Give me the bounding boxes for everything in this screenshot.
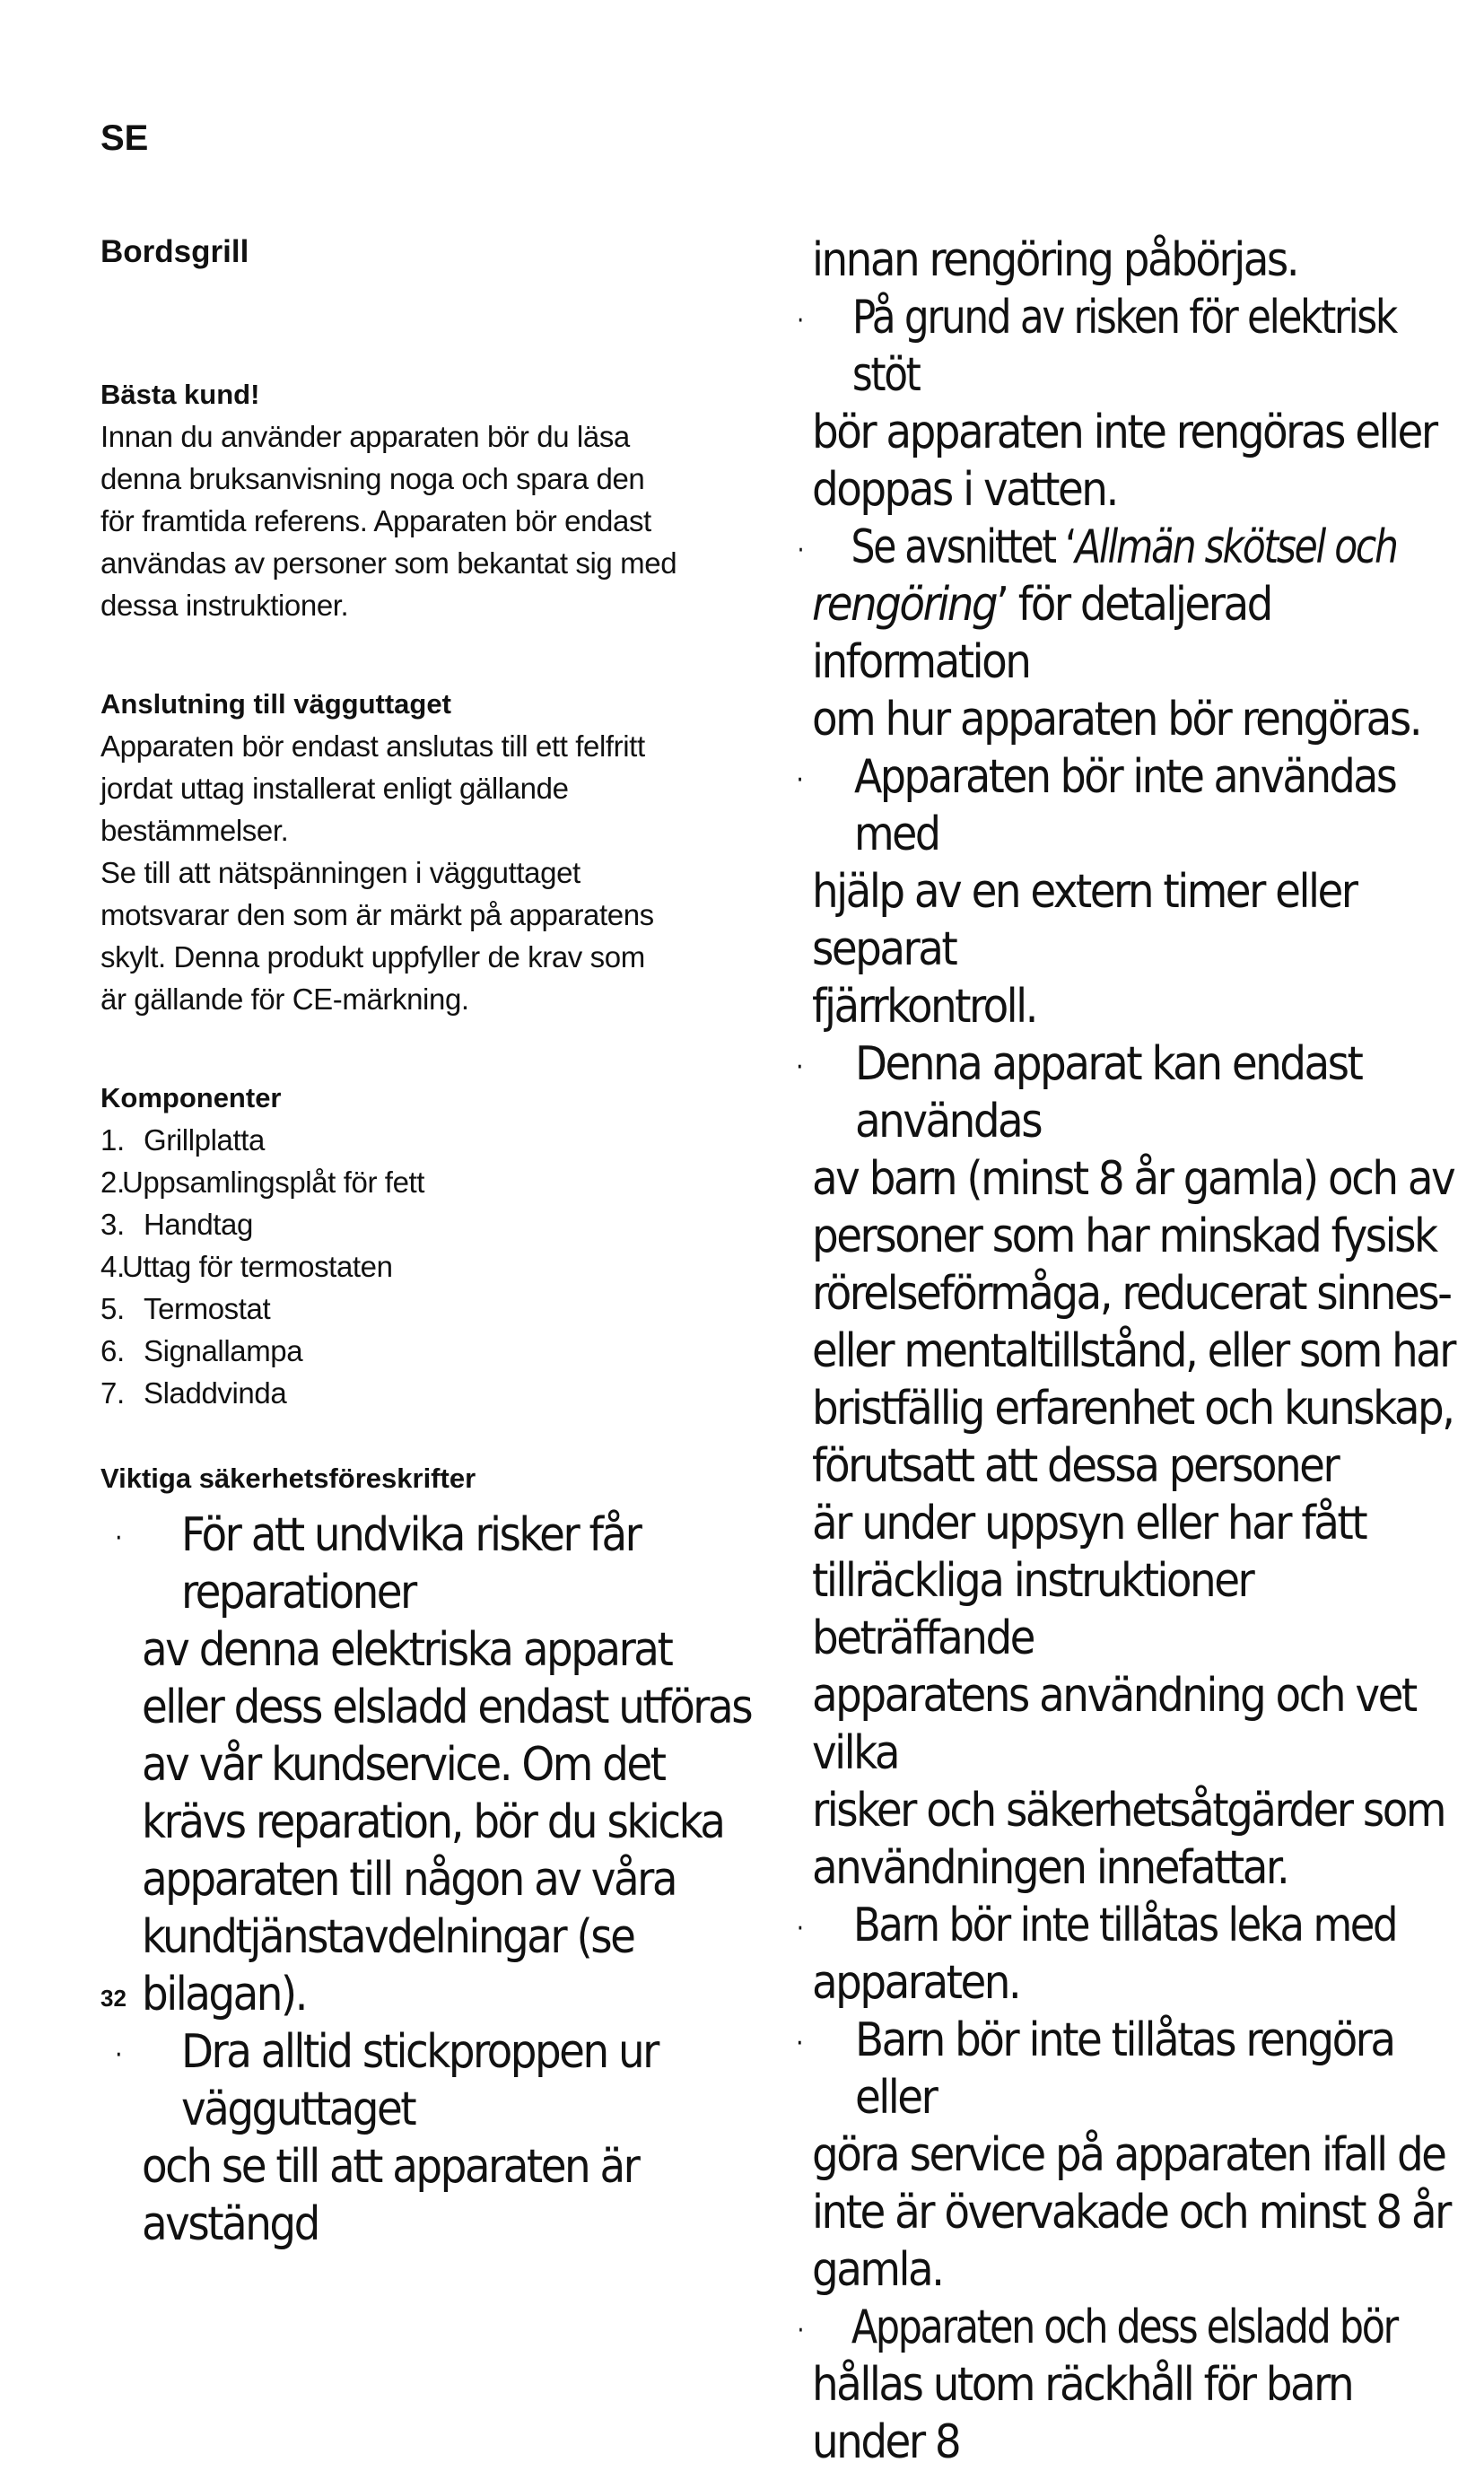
left-column [100, 231, 764, 2253]
component-item: 6. Signallampa [100, 1334, 303, 1367]
safety-line: · Dra alltid stickproppen ur vägguttaget [115, 2025, 658, 2136]
safety-line: innan rengöring påbörjas. [812, 233, 1298, 287]
safety-line: rengöring’ för detaljerad information [812, 578, 1271, 689]
safety-line: apparaten till någon av våra [142, 1853, 677, 1907]
bullet-dot: · [115, 1523, 121, 1554]
bullet-dot: · [796, 764, 802, 796]
safety-line: inte är övervakade och minst 8 år [812, 2186, 1450, 2240]
safety-line: · Barn bör inte tillåtas rengöra eller [796, 2013, 1394, 2125]
safety-line: av vår kundservice. Om det [142, 1738, 665, 1792]
intro-line: Innan du använder apparaten bör du läsa [100, 420, 630, 453]
safety-line: bristfällig erfarenhet och kunskap, [812, 1382, 1453, 1436]
safety-line: är under uppsyn eller har fått [812, 1497, 1366, 1550]
components-heading: Komponenter [100, 1082, 282, 1113]
safety-line: · Denna apparat kan endast användas [796, 1037, 1362, 1148]
component-item: 2.Uppsamlingsplåt för fett [100, 1166, 425, 1199]
component-item: 7. Sladdvinda [100, 1376, 287, 1410]
safety-line: · För att undvika risker får reparationer [115, 1508, 641, 1620]
safety-line: · Apparaten och dess elsladd bör [812, 2299, 1402, 2356]
safety-line: kundtjänstavdelningar (se bilagan). [142, 1910, 634, 2021]
bullet-dot: · [115, 2039, 121, 2071]
safety-line: apparatens användning och vet vilka [812, 1669, 1416, 1780]
safety-line: · Barn bör inte tillåtas leka med [812, 1897, 1431, 1954]
safety-line: av barn (minst 8 år gamla) och av [812, 1152, 1454, 1206]
connection-line: skylt. Denna produkt uppfyller de krav som [100, 940, 645, 974]
intro-line: denna bruksanvisning noga och spara den [100, 462, 645, 495]
page-number: 32 [100, 1985, 127, 2012]
safety-line: göra service på apparaten ifall de [812, 2128, 1445, 2182]
bullet-dot: · [796, 2028, 802, 2059]
safety-line: · Se avsnittet ‘Allmän skötsel och [812, 519, 1398, 576]
component-item: 1. Grillplatta [100, 1123, 265, 1157]
intro-line: för framtida referens. Apparaten bör endast [100, 504, 651, 537]
bullet-dot: · [796, 1913, 802, 1944]
safety-line: risker och säkerhetsåtgärder som [812, 1784, 1445, 1838]
safety-line: fjärrkontroll. [812, 980, 1037, 1034]
safety-line: personer som har minskad fysisk [812, 1209, 1436, 1263]
safety-line: tillräckliga instruktioner beträffande [812, 1554, 1253, 1665]
safety-heading: Viktiga säkerhetsföreskrifter [100, 1463, 476, 1494]
safety-line: gamla. [812, 2243, 943, 2297]
intro-line: dessa instruktioner. [100, 589, 349, 622]
safety-line: rörelseförmåga, reducerat sinnes- [812, 1267, 1451, 1321]
bullet-dot: · [796, 1052, 802, 1083]
right-column [796, 231, 1458, 2471]
safety-line: eller mentaltillstånd, eller som har [812, 1324, 1454, 1378]
safety-line: av denna elektriska apparat [142, 1623, 672, 1677]
connection-line: Apparaten bör endast anslutas till ett felfritt [100, 729, 645, 763]
connection-heading: Anslutning till vägguttaget [100, 688, 451, 720]
connection-line: bestämmelser. [100, 814, 289, 847]
safety-line: · På grund av risken för elektrisk stöt [797, 291, 1396, 402]
bullet-dot: · [797, 535, 803, 566]
safety-line: och se till att apparaten är avstängd [142, 2140, 639, 2251]
safety-left-text [100, 1506, 764, 2253]
safety-line: förutsatt att dessa personer [812, 1439, 1339, 1493]
intro-heading: Bästa kund! [100, 379, 260, 410]
safety-line: · Apparaten bör inte användas med [796, 750, 1396, 861]
safety-line: bör apparaten inte rengöras eller [812, 406, 1436, 459]
safety-line: användningen innefattar. [812, 1841, 1288, 1895]
intro-line: användas av personer som bekantat sig med [100, 546, 677, 580]
connection-line: motsvarar den som är märkt på apparatens [100, 898, 654, 931]
safety-line: eller dess elsladd endast utföras [142, 1681, 752, 1734]
component-item: 4.Uttag för termostaten [100, 1250, 393, 1283]
safety-line: apparaten. [812, 1956, 1020, 2010]
safety-line: hjälp av en extern timer eller separat [812, 865, 1357, 976]
language-code: SE [100, 118, 149, 158]
page-title: Bordsgrill [100, 234, 249, 269]
safety-line: doppas i vatten. [812, 463, 1117, 517]
connection-line: jordat uttag installerat enligt gällande [100, 772, 569, 805]
safety-line: hållas utom räckhåll för barn under 8 [812, 2358, 1353, 2469]
bullet-dot: · [797, 305, 802, 336]
components-list [100, 1119, 764, 1414]
component-item: 5. Termostat [100, 1292, 271, 1325]
safety-line: om hur apparaten bör rengöras. [812, 693, 1421, 747]
safety-line: krävs reparation, bör du skicka [142, 1795, 724, 1849]
connection-line: Se till att nätspänningen i vägguttaget [100, 856, 581, 889]
bullet-dot: · [797, 2315, 803, 2346]
connection-line: är gällande för CE-märkning. [100, 982, 469, 1016]
component-item: 3. Handtag [100, 1208, 253, 1241]
